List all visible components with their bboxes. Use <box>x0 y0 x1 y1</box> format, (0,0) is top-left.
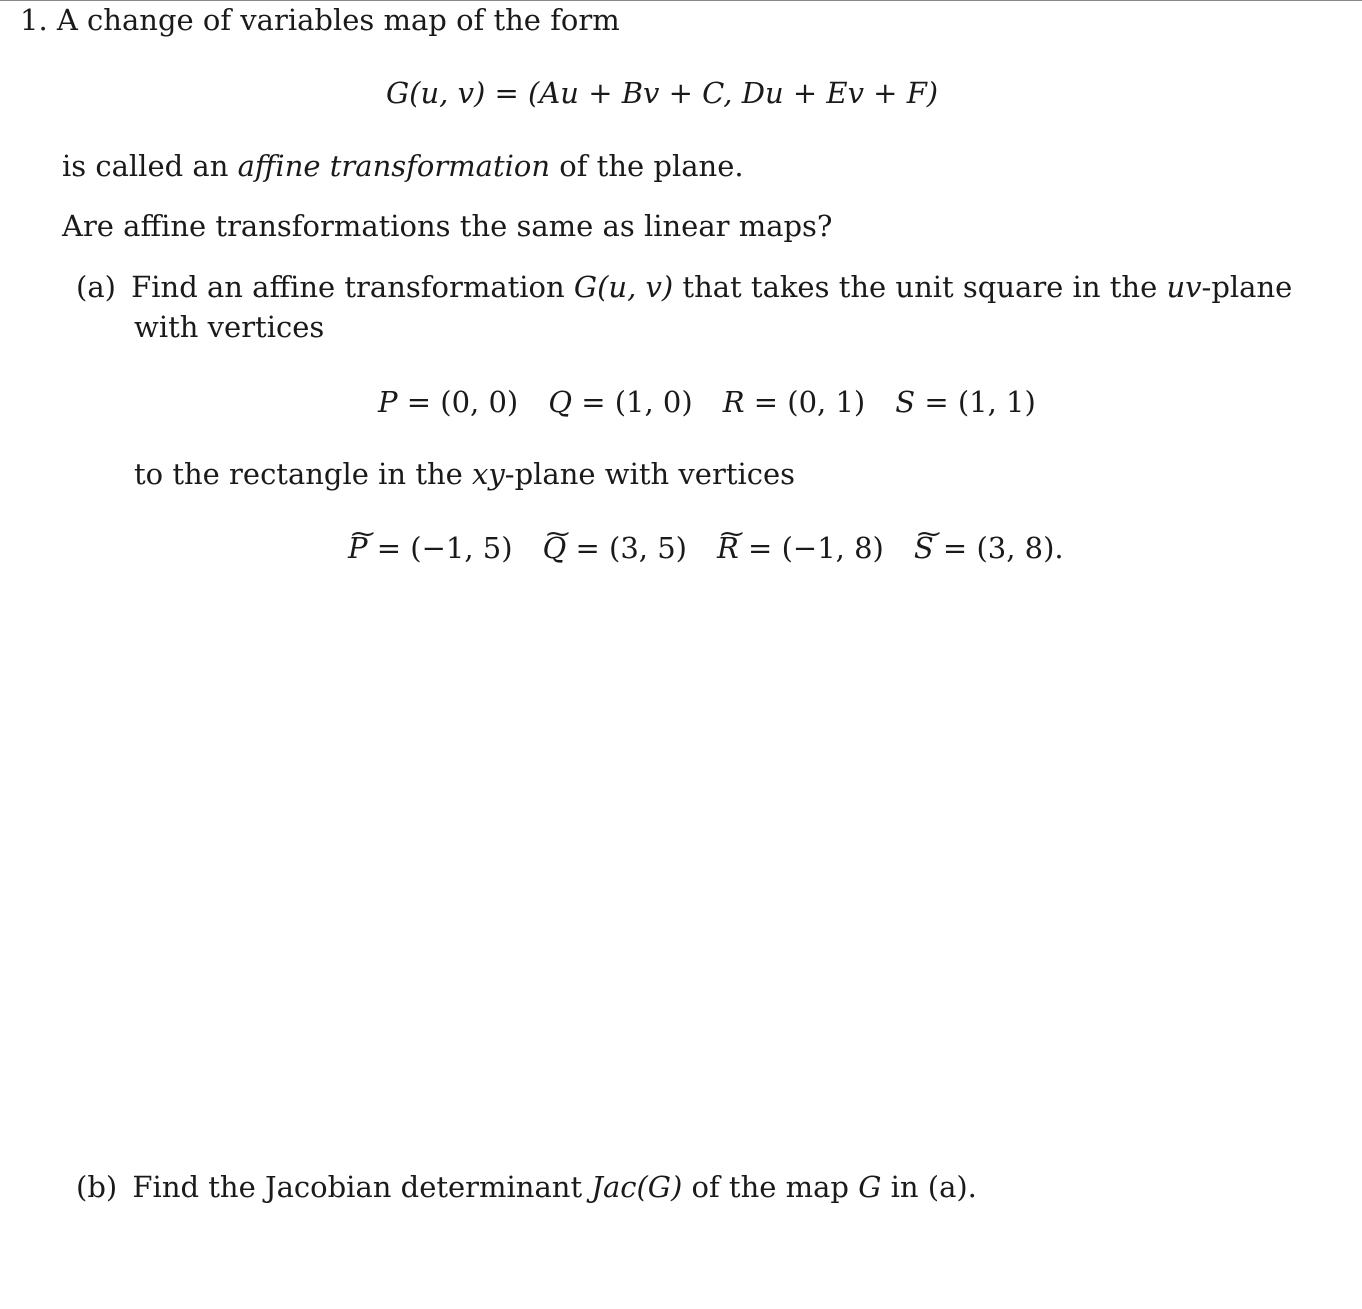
map-eq: = <box>485 76 529 110</box>
part-b-jac: Jac(G) <box>591 1170 683 1204</box>
part-a-text-end: -plane <box>1201 270 1293 304</box>
part-a-line2: with vertices <box>134 310 325 344</box>
part-a-text-start: Find an affine transformation <box>131 270 574 304</box>
part-a-label: (a) <box>76 270 116 304</box>
vertex-p: P = (0, 0) <box>378 385 519 419</box>
to-rect-plane: xy <box>472 457 505 491</box>
map-equation <box>386 75 938 111</box>
vertex-s: S = (1, 1) <box>895 385 1036 419</box>
affine-question: Are affine transformations the same as linear maps? <box>62 209 833 243</box>
problem-number: 1. <box>20 3 48 37</box>
part-a-text-mid: that takes the unit square in the <box>673 270 1167 304</box>
to-rect-start: to the rectangle in the <box>134 457 473 491</box>
vertex-p-tilde: ~ P = (−1, 5) <box>348 531 513 565</box>
vertex-r: R = (0, 1) <box>722 385 866 419</box>
part-b-label: (b) <box>76 1170 118 1204</box>
part-a-line1 <box>76 269 1292 305</box>
vertex-s-tilde: ~ S = (3, 8). <box>914 531 1064 565</box>
called-prefix: is called an <box>62 149 238 183</box>
part-a-plane: uv <box>1166 270 1202 304</box>
square-vertices <box>378 384 1036 420</box>
affine-definition <box>62 148 744 184</box>
map-lhs: G(u, v) <box>386 76 486 110</box>
problem-intro: A change of variables map of the form <box>56 3 620 37</box>
rectangle-vertices <box>348 530 1064 566</box>
part-b-text-start: Find the Jacobian determinant <box>132 1170 592 1204</box>
part-a-map: G(u, v) <box>573 270 674 304</box>
called-term: affine transformation <box>237 149 551 183</box>
part-b-text-mid: of the map <box>682 1170 859 1204</box>
vertex-q: Q = (1, 0) <box>548 385 693 419</box>
to-rectangle-line <box>134 456 795 492</box>
part-b-line <box>76 1169 977 1205</box>
part-b-text-end: in (a). <box>881 1170 977 1204</box>
vertex-q-tilde: ~ Q = (3, 5) <box>543 531 687 565</box>
part-b-map: G <box>858 1170 882 1204</box>
to-rect-end: -plane with vertices <box>504 457 796 491</box>
top-rule <box>0 0 1362 1</box>
called-suffix: of the plane. <box>550 149 744 183</box>
problem-intro-line <box>20 2 620 38</box>
vertex-r-tilde: ~ R = (−1, 8) <box>717 531 884 565</box>
map-rhs: (Au + Bv + C, Du + Ev + F) <box>528 76 939 110</box>
